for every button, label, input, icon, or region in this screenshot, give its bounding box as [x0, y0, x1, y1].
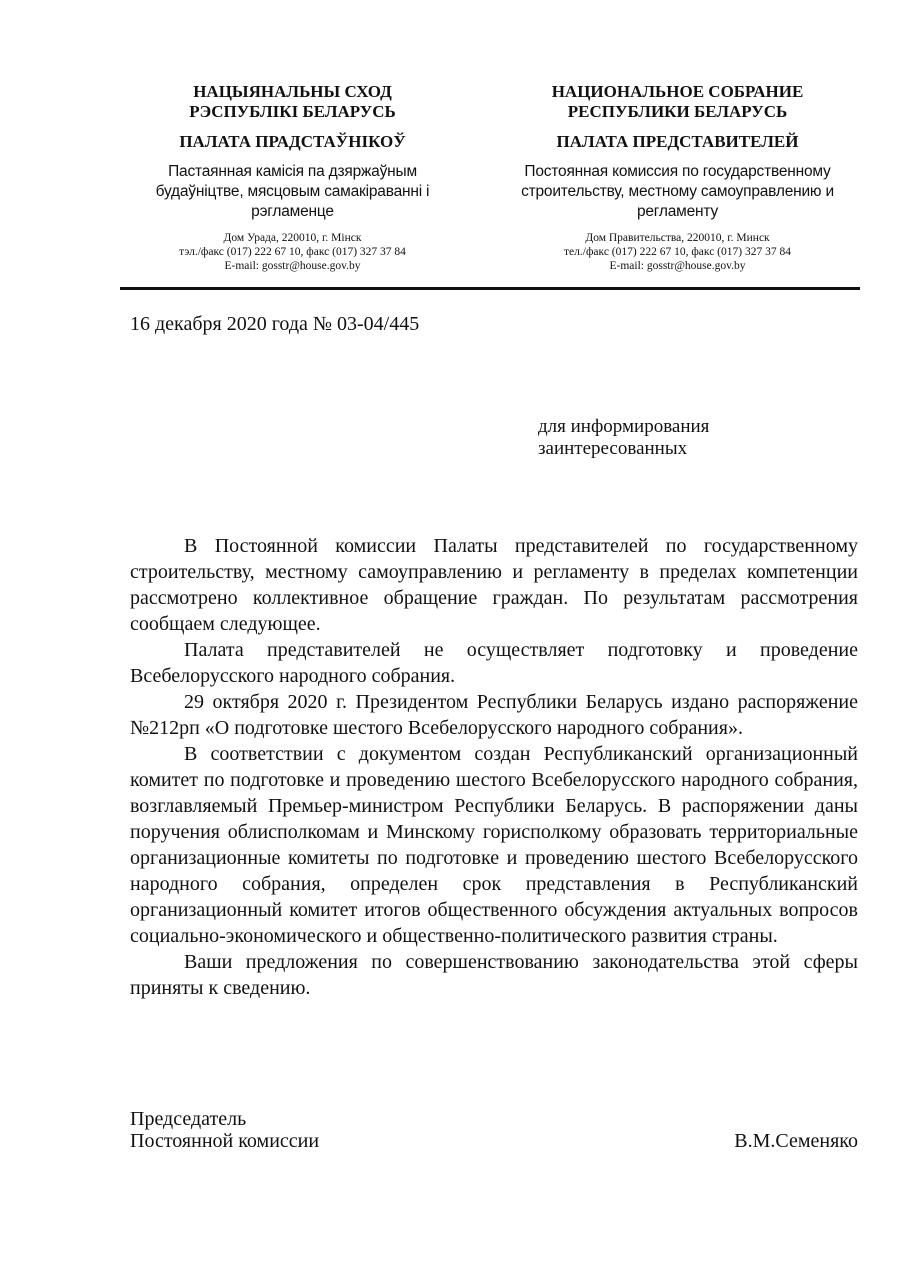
contact-block-ru — [485, 231, 870, 273]
letterhead-russian — [485, 82, 870, 273]
commission-line: Пастаянная камісія па дзяржаўным — [168, 163, 417, 180]
assembly-title-by-line2: РЭСПУБЛІКІ БЕЛАРУСЬ — [189, 102, 396, 121]
addressee — [538, 416, 709, 460]
header-divider — [120, 287, 860, 290]
signature-block — [130, 1108, 858, 1152]
chamber-title-ru: ПАЛАТА ПРЕДСТАВИТЕЛЕЙ — [556, 132, 799, 151]
phone: тел./факс (017) 222 67 10, факс (017) 327 37 84 — [564, 246, 791, 258]
body-paragraph: 29 октября 2020 г. Президентом Республики Беларусь издано распоряжение №212рп «О подготовке шестого Всебелорусского народного собрания». — [130, 691, 858, 739]
chamber-title-by: ПАЛАТА ПРАДСТАЎНІКОЎ — [179, 132, 406, 151]
contact-block-by — [120, 231, 465, 273]
address: Дом Правительства, 220010, г. Минск — [585, 232, 770, 244]
addressee-line: заинтересованных — [538, 438, 688, 459]
signatory-position: Постоянной комиссии — [130, 1130, 320, 1152]
assembly-title-ru-line2: РЕСПУБЛИКИ БЕЛАРУСЬ — [567, 102, 788, 121]
commission-line: рэгламенце — [251, 203, 334, 220]
signatory-position: Председатель — [130, 1108, 247, 1130]
assembly-title-by-line1: НАЦЫЯНАЛЬНЫ СХОД — [193, 82, 392, 101]
email: E-mail: gosstr@house.gov.by — [609, 260, 746, 272]
commission-name-by — [120, 162, 465, 222]
signatory-name: В.М.Семеняко — [734, 1130, 858, 1152]
addressee-line: для информирования — [538, 416, 710, 437]
email: E-mail: gosstr@house.gov.by — [224, 260, 361, 272]
letter-body — [130, 533, 858, 1001]
assembly-title-ru-line1: НАЦИОНАЛЬНОЕ СОБРАНИЕ — [551, 82, 804, 101]
body-paragraph: Ваши предложения по совершенствованию законодательства этой сферы приняты к сведению. — [130, 951, 858, 999]
body-paragraph: В Постоянной комиссии Палаты представителей по государственному строительству, местному самоуправлению и регламенту в пределах компетенции рассмотрено коллективное обращение граждан. По результатам рассмотрения сообщаем следующее. — [130, 535, 858, 635]
letterhead-belarusian — [120, 82, 465, 273]
commission-line: Постоянная комиссия по государственному — [524, 163, 831, 180]
phone: тэл./факс (017) 222 67 10, факс (017) 327 37 84 — [179, 246, 406, 258]
commission-line: регламенту — [636, 203, 719, 220]
commission-line: будаўніцтве, мясцовым самакіраванні і — [155, 183, 430, 200]
commission-name-ru — [485, 162, 870, 222]
body-paragraph: Палата представителей не осуществляет подготовку и проведение Всебелорусского народного собрания. — [130, 639, 858, 687]
body-paragraph: В соответствии с документом создан Республиканский организационный комитет по подготовке и проведению шестого Всебелорусского народного собрания, возглавляемый Премьер-министром Республики Беларусь. В распоряжении даны поручения облисполкомам и Минскому горисполкому образовать территориальные организационные комитеты по подготовке и проведению шестого Всебелорусского народного собрания, определен срок представления в Республиканский организационный комитет итогов общественного обсуждения актуальных вопросов социально-экономического и общественно-политического развития страны. — [130, 743, 858, 947]
address: Дом Урада, 220010, г. Мінск — [223, 232, 362, 244]
commission-line: строительству, местному самоуправлению и — [521, 183, 834, 200]
outgoing-reference: 16 декабря 2020 года № 03-04/445 — [130, 313, 420, 335]
